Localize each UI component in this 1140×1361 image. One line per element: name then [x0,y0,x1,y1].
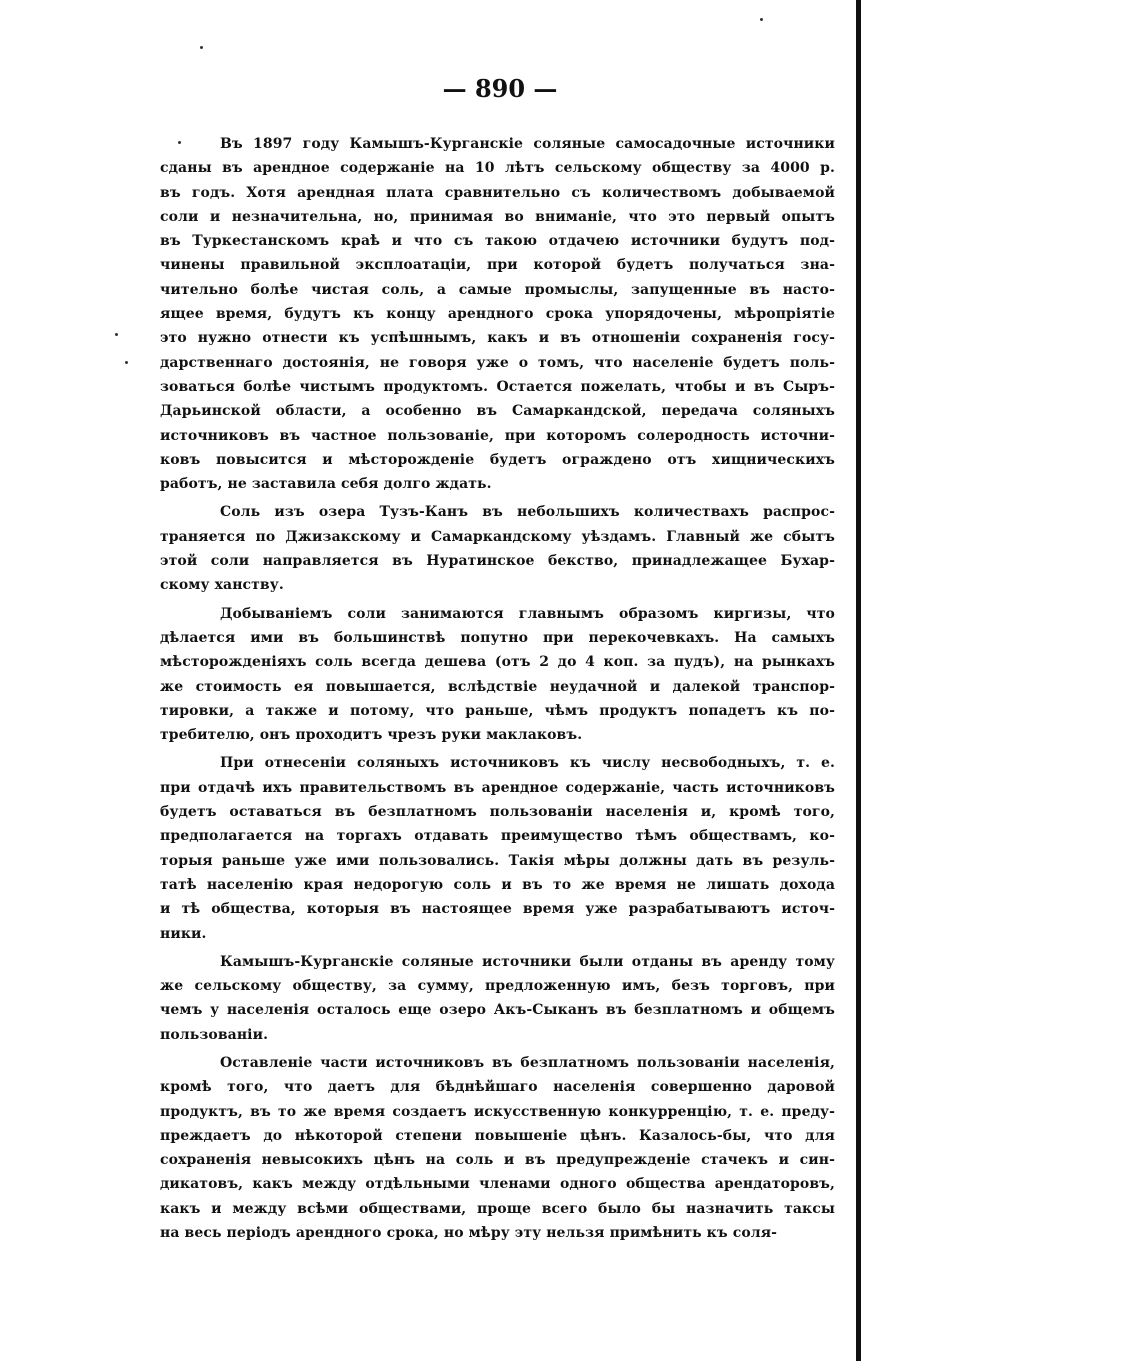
text-line: чинены правильной эксплоатаціи, при которой будетъ получаться зна- [160,257,835,274]
text-line: Дарьинской области, а особенно въ Самаркандской, передача соляныхъ [160,403,835,420]
text-line: будетъ оставаться въ безплатномъ пользованіи населенія и, кромѣ того, [160,804,835,821]
text-line: ящее время, будутъ къ концу арендного срока упорядочены, мѣропріятіе [160,306,835,323]
text-line: Оставленіе части источниковъ въ безплатномъ пользованіи населенія, [220,1054,835,1071]
text-line: сохраненія невысокихъ цѣнъ на соль и въ предупрежденіе стачекъ и син- [160,1152,835,1169]
text-line: источниковъ въ частное пользованіе, при которомъ солеродность источни- [160,427,835,444]
text-line: траняется по Джизакскому и Самаркандскому уѣздамъ. Главный же сбытъ [160,528,835,545]
text-line: зоваться болѣе чистымъ продуктомъ. Остается пожелать, чтобы и въ Сыръ- [160,378,835,395]
text-line: кромѣ того, что даетъ для бѣднѣйшаго населенія совершенно даровой [160,1079,835,1096]
text-line: въ Туркестанскомъ краѣ и что съ такою отдачею источники будутъ под- [160,233,835,250]
text-line: требителю, онъ проходитъ чрезъ руки маклаковъ. [160,727,583,744]
text-line: и тѣ общества, которыя въ настоящее время уже разрабатываютъ источ- [160,901,835,918]
text-line: ковъ повысится и мѣсторожденіе будетъ ограждено отъ хищническихъ [160,451,835,468]
text-line: дарственнаго достоянія, не говоря уже о томъ, что населеніе будетъ поль- [160,354,835,371]
text-line: татѣ населенію края недорогую соль и въ то же время не лишать дохода [160,876,835,893]
paragraph [160,602,835,748]
text-line: этой соли направляется въ Нуратинское бекство, принадлежащее Бухар- [160,553,835,570]
text-line: предполагается на торгахъ отдавать преимущество тѣмъ обществамъ, ко- [160,828,835,845]
paragraph [160,132,835,496]
text-line: при отдачѣ ихъ правительствомъ въ арендное содержаніе, часть источниковъ [160,779,835,796]
text-line: мѣсторожденіяхъ соль всегда дешева (отъ 2 до 4 коп. за пудъ), на рынкахъ [160,654,835,671]
text-line: въ годъ. Хотя арендная плата сравнительно съ количествомъ добываемой [160,184,835,201]
page-number: — 890 — [442,74,558,103]
speck-mark [760,18,763,21]
text-line: же стоимость ея повышается, вслѣдствіе неудачной и далекой транспор- [160,678,835,695]
text-line: преждаетъ до нѣкоторой степени повышеніе цѣнъ. Казалось-бы, что для [160,1127,835,1144]
text-line: торыя раньше уже ими пользовались. Такія мѣры должны дать въ резуль- [160,852,835,869]
text-line: работъ, не заставила себя долго ждать. [160,476,492,493]
speck-mark [125,361,128,364]
body-text [160,132,835,1249]
text-line: на весь періодъ арендного срока, но мѣру эту нельзя примѣнить къ соля- [160,1225,778,1242]
text-line: ники. [160,925,207,942]
text-line: чемъ у населенія осталось еще озеро Акъ-Сыканъ въ безплатномъ и общемъ [160,1002,835,1019]
text-line: сданы въ арендное содержаніе на 10 лѣтъ сельскому обществу за 4000 р. [160,160,835,177]
paragraph [160,751,835,945]
text-line: При отнесеніи соляныхъ источниковъ къ числу несвободныхъ, т. е. [220,755,835,772]
text-line: чительно болѣе чистая соль, а самые промыслы, запущенные въ насто- [160,281,835,298]
paragraph [160,1051,835,1245]
paragraph [160,500,835,597]
text-line: Камышъ-Курганскіе соляные источники были отданы въ аренду тому [220,953,835,970]
text-line: Въ 1897 году Камышъ-Курганскіе соляные самосадочные источники [220,136,835,152]
text-line: это нужно отнести къ успѣшнымъ, какъ и въ отношеніи сохраненія госу- [160,330,835,347]
text-line: дикатовъ, какъ между отдѣльными членами одного общества арендаторовъ, [160,1176,835,1193]
text-line: Добываніемъ соли занимаются главнымъ образомъ киргизы, что [220,605,835,622]
paragraph [160,950,835,1047]
text-line: соли и незначительна, но, принимая во вниманіе, что это первый опытъ [160,208,835,225]
text-line: скому ханству. [160,577,284,594]
page-edge-line [856,0,861,1361]
text-line: какъ и между всѣми обществами, проще всего было бы назначить таксы [160,1200,835,1217]
text-line: пользованіи. [160,1026,269,1043]
text-line: Соль изъ озера Тузъ-Канъ въ небольшихъ количествахъ распрос- [220,504,835,521]
text-line: же сельскому обществу, за сумму, предложенную имъ, безъ торговъ, при [160,978,835,995]
text-line: продуктъ, въ то же время создаетъ искусственную конкурренцію, т. е. преду- [160,1103,835,1120]
text-line: тировки, а также и потому, что раньше, чѣмъ продуктъ попадетъ къ по- [160,702,835,719]
speck-mark [115,333,118,336]
text-line: дѣлается ими въ большинствѣ попутно при перекочевкахъ. На самыхъ [160,629,835,646]
speck-mark [200,46,203,49]
